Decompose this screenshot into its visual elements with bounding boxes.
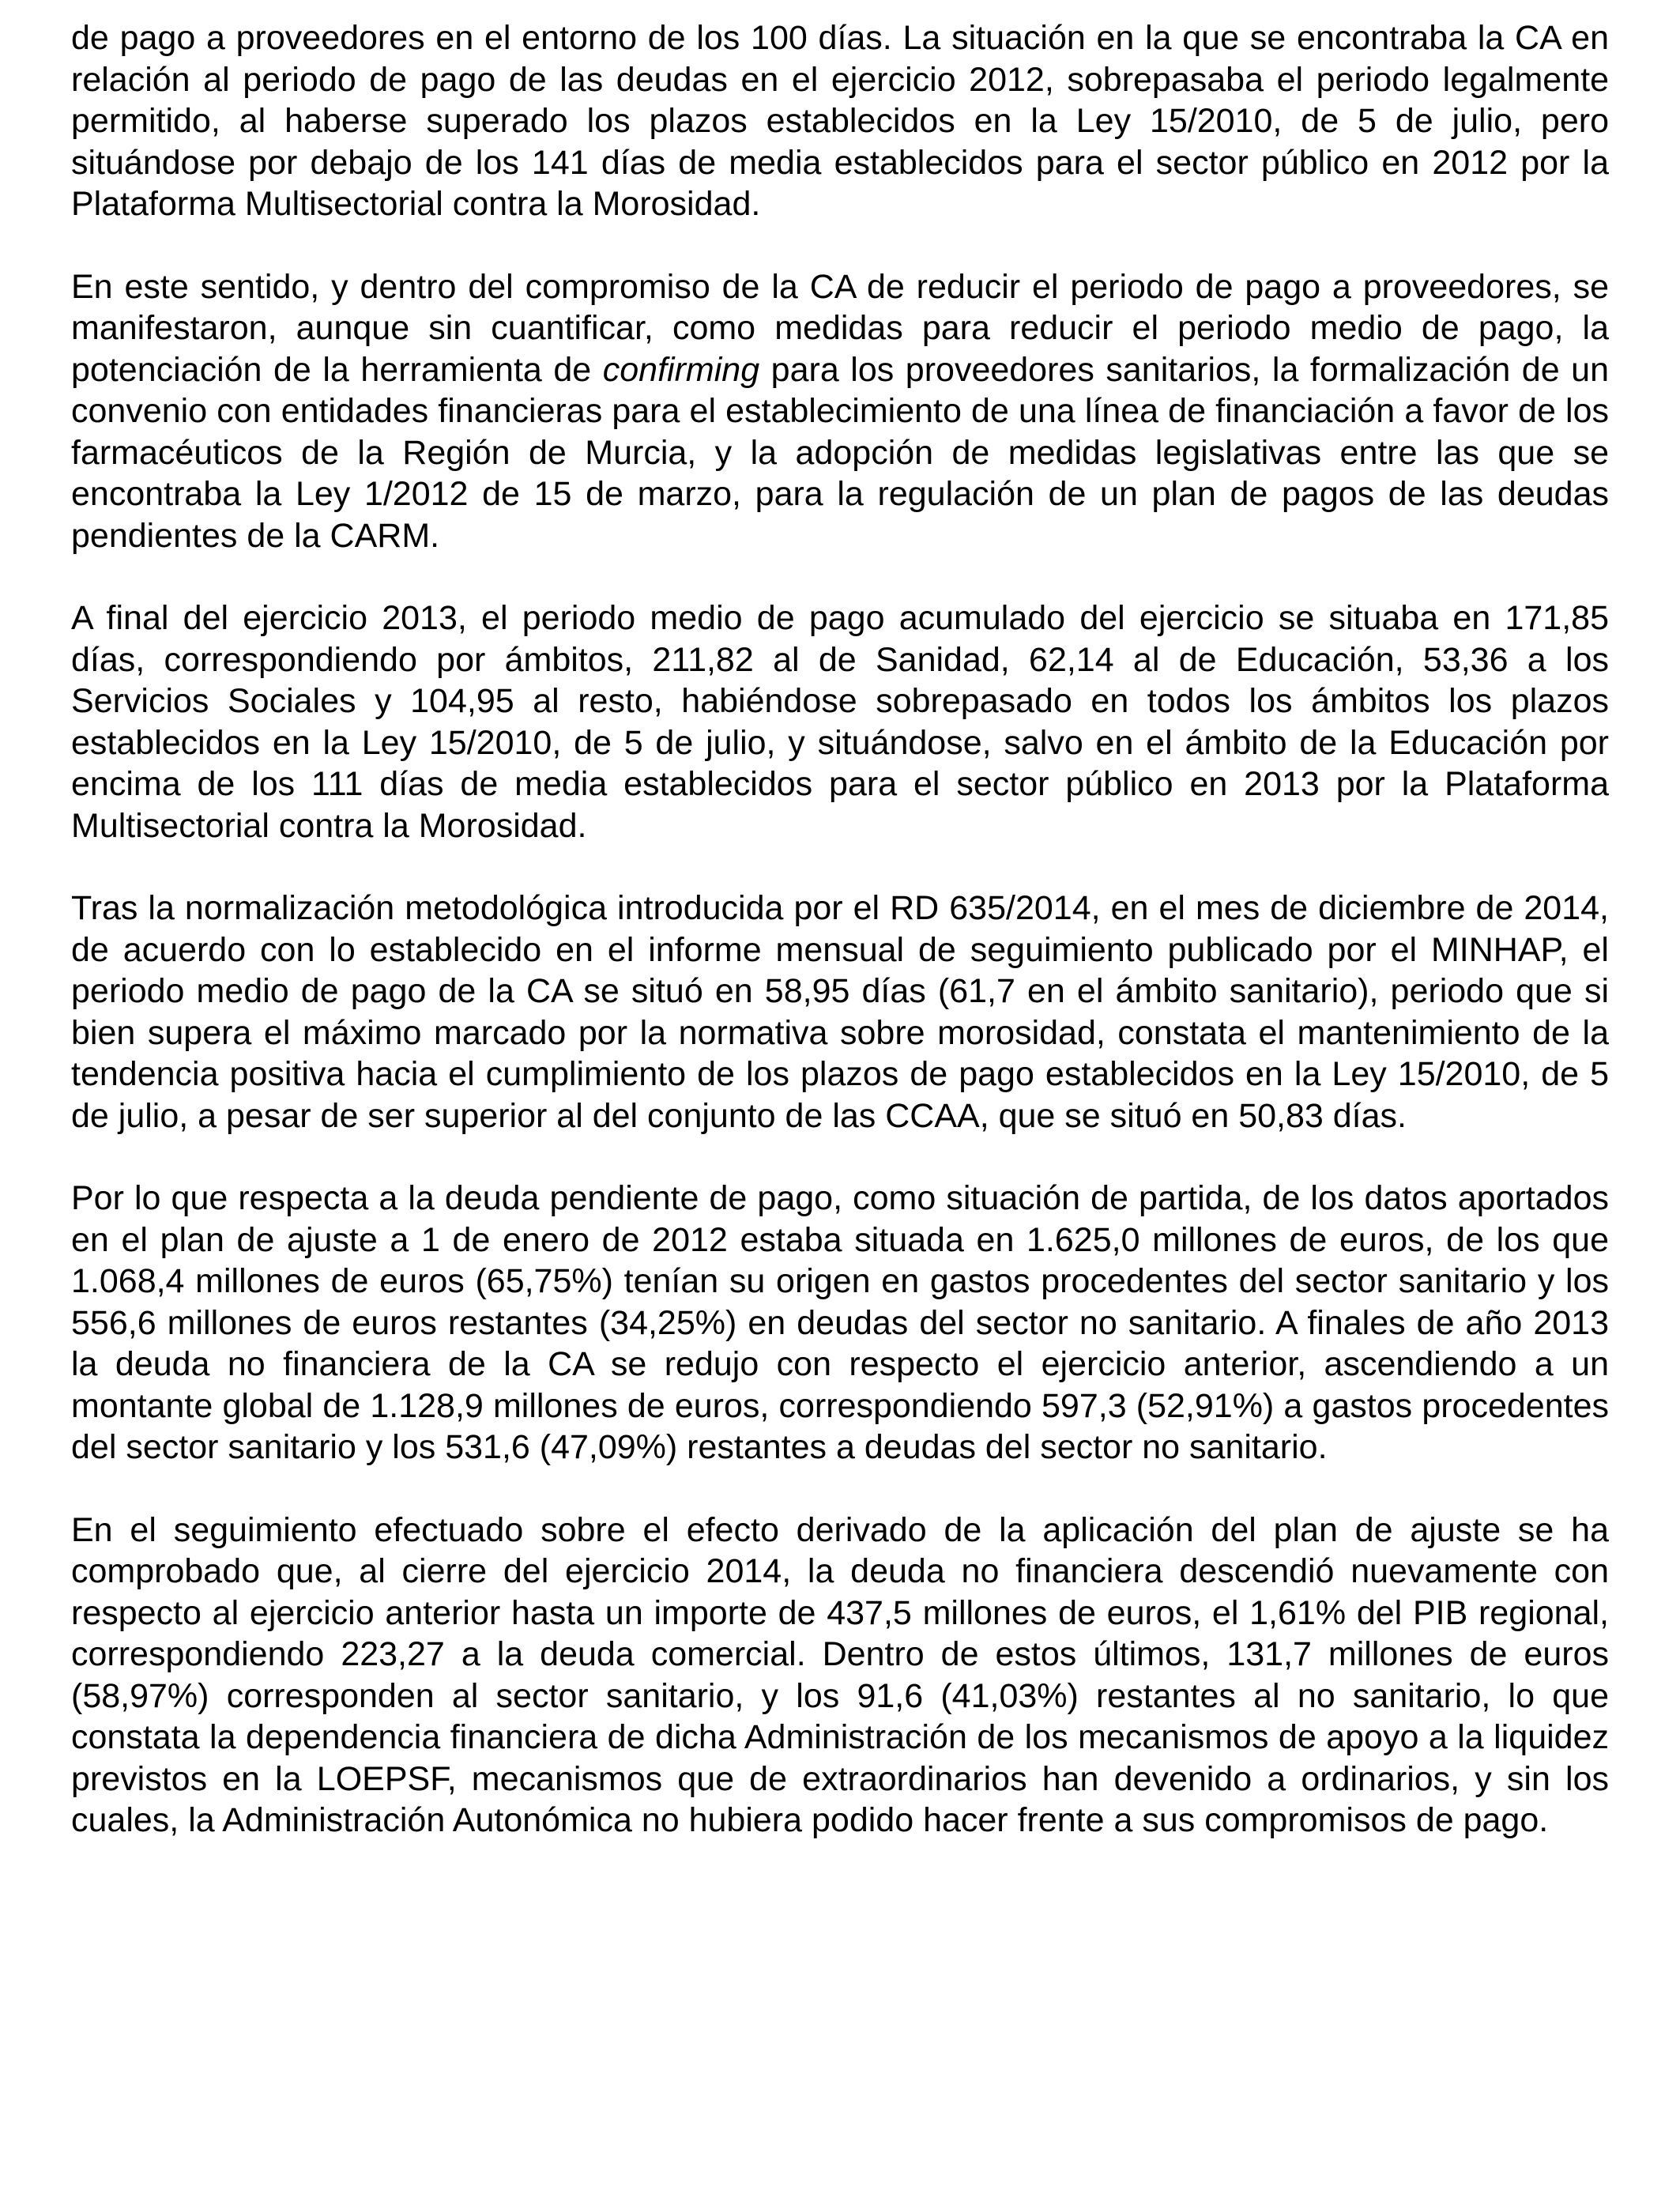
paragraph-5-text: Por lo que respecta a la deuda pendiente de pago, como situación de partida, de los datos aportados en el plan de ajuste a 1 de enero de 2012 estaba situada en 1.625,0 millones de euros, de los que 1.068,4 millones de euros (65,75%) tenían su origen en gastos procedentes del sector sanitario y los 556,6 millones de euros restantes (34,25%) en deudas del sector no sanitario. A finales de año 2013 la deuda no financiera de la CA se redujo con respecto el ejercicio anterior, ascendiendo a un montante global de 1.128,9 millones de euros, correspondiendo 597,3 (52,91%) a gastos procedentes del sector sanitario y los 531,6 (47,09%) restantes a deudas del sector no sanitario. (71, 1179, 1609, 1466)
paragraph-1 (71, 17, 1609, 225)
paragraph-3 (71, 598, 1609, 846)
paragraph-2-italic-term: confirming (602, 350, 760, 389)
paragraph-6 (71, 1510, 1609, 1842)
document-page (71, 17, 1609, 1883)
paragraph-6-text: En el seguimiento efectuado sobre el efecto derivado de la aplicación del plan de ajuste se ha comprobado que, al cierre del ejercicio 2014, la deuda no financiera descendió nuevamente con respecto al ejercicio anterior hasta un importe de 437,5 millones de euros, el 1,61% del PIB regional, correspondiendo 223,27 a la deuda comercial. Dentro de estos últimos, 131,7 millones de euros (58,97%) corresponden al sector sanitario, y los 91,6 (41,03%) restantes al no sanitario, lo que constata la dependencia financiera de dicha Administración de los mecanismos de apoyo a la liquidez previstos en la LOEPSF, mecanismos que de extraordinarios han devenido a ordinarios, y sin los cuales, la Administración Autonómica no hubiera podido hacer frente a sus compromisos de pago. (71, 1510, 1609, 1839)
paragraph-4 (71, 888, 1609, 1137)
paragraph-2-text-start: En este sentido, y dentro del compromiso de la CA de reducir el periodo de pago a proveedores, se manifestaron, aunque sin cuantificar, como medidas para reducir el periodo medio de pago, la potenciación de la herramienta de (71, 267, 1609, 389)
paragraph-2 (71, 266, 1609, 557)
paragraph-3-text: A final del ejercicio 2013, el periodo medio de pago acumulado del ejercicio se situaba en 171,85 días, correspondiendo por ámbitos, 211,82 al de Sanidad, 62,14 al de Educación, 53,36 a los Servicios Sociales y 104,95 al resto, habiéndose sobrepasado en todos los ámbitos los plazos establecidos en la Ley 15/2010, de 5 de julio, y situándose, salvo en el ámbito de la Educación por encima de los 111 días de media establecidos para el sector público en 2013 por la Plataforma Multisectorial contra la Morosidad. (71, 599, 1609, 845)
paragraph-2-text-end: para los proveedores sanitarios, la formalización de un convenio con entidades financieras para el establecimiento de una línea de financiación a favor de los farmacéuticos de la Región de Murcia, y la adopción de medidas legislativas entre las que se encontraba la Ley 1/2012 de 15 de marzo, para la regulación de un plan de pagos de las deudas pendientes de la CARM. (71, 350, 1609, 555)
paragraph-1-text: de pago a proveedores en el entorno de los 100 días. La situación en la que se encontraba la CA en relación al periodo de pago de las deudas en el ejercicio 2012, sobrepasaba el periodo legalmente permitido, al haberse superado los plazos establecidos en la Ley 15/2010, de 5 de julio, pero situándose por debajo de los 141 días de media establecidos para el sector público en 2012 por la Plataforma Multisectorial contra la Morosidad. (71, 19, 1609, 223)
paragraph-4-text: Tras la normalización metodológica introducida por el RD 635/2014, en el mes de diciembre de 2014, de acuerdo con lo establecido en el informe mensual de seguimiento publicado por el MINHAP, el periodo medio de pago de la CA se situó en 58,95 días (61,7 en el ámbito sanitario), periodo que si bien supera el máximo marcado por la normativa sobre morosidad, constata el mantenimiento de la tendencia positiva hacia el cumplimiento de los plazos de pago establecidos en la Ley 15/2010, de 5 de julio, a pesar de ser superior al del conjunto de las CCAA, que se situó en 50,83 días. (71, 889, 1609, 1135)
paragraph-5 (71, 1178, 1609, 1468)
